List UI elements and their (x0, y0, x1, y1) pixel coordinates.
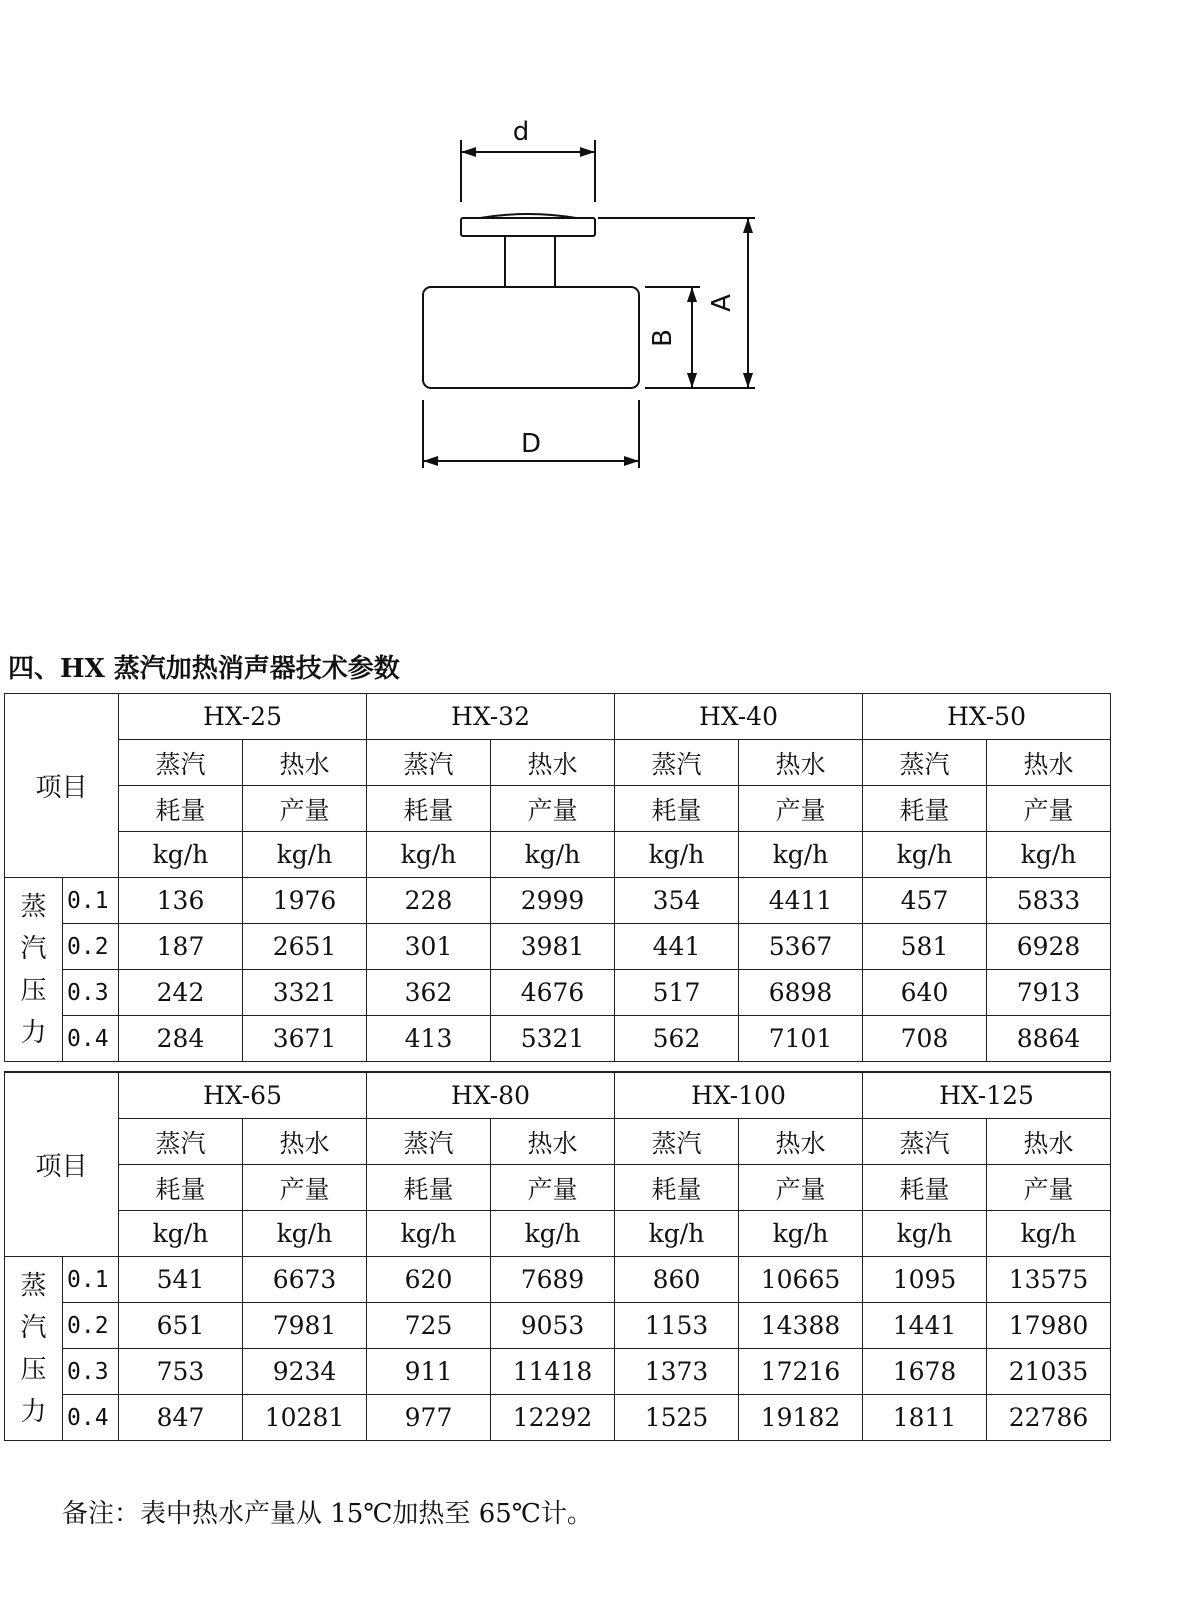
pressure-label (5, 878, 63, 1062)
unit: kg/h (739, 1211, 863, 1257)
cell: 17216 (739, 1349, 863, 1395)
cell: 1525 (615, 1395, 739, 1441)
pressure-label-char: 汽 (20, 1312, 47, 1343)
cell: 9053 (491, 1303, 615, 1349)
header-steam: 蒸汽 (367, 740, 491, 786)
cell: 3981 (491, 924, 615, 970)
pressure-label-char: 蒸 (20, 891, 47, 922)
cell: 581 (863, 924, 987, 970)
header-row-1 (5, 740, 1111, 786)
cell: 1678 (863, 1349, 987, 1395)
header-row-1 (5, 1119, 1111, 1165)
cell: 1441 (863, 1303, 987, 1349)
pressure-label-char: 力 (20, 1396, 47, 1427)
header-steam: 蒸汽 (863, 740, 987, 786)
cell: 753 (119, 1349, 243, 1395)
unit: kg/h (367, 1211, 491, 1257)
table-row (5, 1395, 1111, 1441)
flange (461, 218, 595, 236)
header-row-2 (5, 1165, 1111, 1211)
header-consumption: 耗量 (863, 786, 987, 832)
section-title: 四、HX 蒸汽加热消声器技术参数 (8, 654, 400, 684)
cell: 5367 (739, 924, 863, 970)
cell: 413 (367, 1016, 491, 1062)
cell: 242 (119, 970, 243, 1016)
pressure-label-char: 压 (20, 975, 47, 1006)
cell: 911 (367, 1349, 491, 1395)
cell: 14388 (739, 1303, 863, 1349)
model-header: HX-40 (615, 694, 863, 740)
pressure-value: 0.1 (63, 1257, 119, 1303)
pressure-value: 0.1 (63, 878, 119, 924)
model-header: HX-100 (615, 1072, 863, 1119)
cell: 1373 (615, 1349, 739, 1395)
silencer-dimension-drawing (0, 0, 1192, 600)
cell: 19182 (739, 1395, 863, 1441)
unit: kg/h (491, 832, 615, 878)
header-water: 热水 (243, 740, 367, 786)
header-water: 热水 (987, 1119, 1111, 1165)
unit: kg/h (615, 1211, 739, 1257)
cell: 187 (119, 924, 243, 970)
cell: 5321 (491, 1016, 615, 1062)
header-consumption: 耗量 (119, 786, 243, 832)
unit: kg/h (367, 832, 491, 878)
cell: 1095 (863, 1257, 987, 1303)
cell: 2999 (491, 878, 615, 924)
cell: 708 (863, 1016, 987, 1062)
header-output: 产量 (491, 786, 615, 832)
unit: kg/h (615, 832, 739, 878)
cell: 1976 (243, 878, 367, 924)
cell: 17980 (987, 1303, 1111, 1349)
cell: 7101 (739, 1016, 863, 1062)
table-row (5, 970, 1111, 1016)
unit-row (5, 832, 1111, 878)
cell: 517 (615, 970, 739, 1016)
cell: 1153 (615, 1303, 739, 1349)
pressure-label (5, 1257, 63, 1441)
header-row-2 (5, 786, 1111, 832)
cell: 6673 (243, 1257, 367, 1303)
pressure-label-char: 力 (20, 1017, 47, 1048)
header-steam: 蒸汽 (615, 1119, 739, 1165)
header-output: 产量 (491, 1165, 615, 1211)
cell: 620 (367, 1257, 491, 1303)
unit: kg/h (119, 832, 243, 878)
cell: 6928 (987, 924, 1111, 970)
header-consumption: 耗量 (367, 786, 491, 832)
cell: 21035 (987, 1349, 1111, 1395)
model-header: HX-65 (119, 1072, 367, 1119)
unit: kg/h (739, 832, 863, 878)
unit: kg/h (987, 832, 1111, 878)
model-header: HX-50 (863, 694, 1111, 740)
pressure-value: 0.4 (63, 1016, 119, 1062)
cell: 3321 (243, 970, 367, 1016)
table-row (5, 1303, 1111, 1349)
pressure-value: 0.3 (63, 970, 119, 1016)
cell: 4411 (739, 878, 863, 924)
model-header: HX-80 (367, 1072, 615, 1119)
cell: 7913 (987, 970, 1111, 1016)
cell: 10281 (243, 1395, 367, 1441)
cell: 354 (615, 878, 739, 924)
pressure-value: 0.2 (63, 924, 119, 970)
label-D: D (520, 429, 542, 459)
cell: 457 (863, 878, 987, 924)
unit-row (5, 1211, 1111, 1257)
header-steam: 蒸汽 (863, 1119, 987, 1165)
model-row (5, 694, 1111, 740)
cell: 541 (119, 1257, 243, 1303)
cell: 11418 (491, 1349, 615, 1395)
cell: 301 (367, 924, 491, 970)
header-water: 热水 (491, 1119, 615, 1165)
unit: kg/h (987, 1211, 1111, 1257)
cell: 640 (863, 970, 987, 1016)
cell: 136 (119, 878, 243, 924)
header-steam: 蒸汽 (615, 740, 739, 786)
header-water: 热水 (243, 1119, 367, 1165)
cell: 9234 (243, 1349, 367, 1395)
cell: 725 (367, 1303, 491, 1349)
header-output: 产量 (739, 786, 863, 832)
model-header: HX-25 (119, 694, 367, 740)
table-row (5, 1016, 1111, 1062)
header-output: 产量 (243, 1165, 367, 1211)
header-consumption: 耗量 (367, 1165, 491, 1211)
cell: 12292 (491, 1395, 615, 1441)
table-row (5, 1349, 1111, 1395)
item-header: 项目 (5, 694, 119, 878)
cell: 847 (119, 1395, 243, 1441)
header-output: 产量 (987, 1165, 1111, 1211)
unit: kg/h (491, 1211, 615, 1257)
spec-table-1 (4, 693, 1111, 1062)
header-steam: 蒸汽 (119, 1119, 243, 1165)
cell: 3671 (243, 1016, 367, 1062)
unit: kg/h (243, 1211, 367, 1257)
item-header: 项目 (5, 1072, 119, 1257)
cell: 4676 (491, 970, 615, 1016)
cell: 7981 (243, 1303, 367, 1349)
table-row (5, 1257, 1111, 1303)
header-output: 产量 (739, 1165, 863, 1211)
header-water: 热水 (739, 740, 863, 786)
unit: kg/h (863, 1211, 987, 1257)
model-header: HX-125 (863, 1072, 1111, 1119)
cell: 22786 (987, 1395, 1111, 1441)
cell: 1811 (863, 1395, 987, 1441)
header-steam: 蒸汽 (119, 740, 243, 786)
unit: kg/h (119, 1211, 243, 1257)
spec-table-2 (4, 1071, 1111, 1441)
unit: kg/h (243, 832, 367, 878)
label-d: d (512, 117, 530, 147)
cell: 13575 (987, 1257, 1111, 1303)
pressure-value: 0.3 (63, 1349, 119, 1395)
pressure-label-char: 蒸 (20, 1270, 47, 1301)
model-row (5, 1072, 1111, 1119)
cell: 2651 (243, 924, 367, 970)
header-water: 热水 (739, 1119, 863, 1165)
header-output: 产量 (987, 786, 1111, 832)
header-consumption: 耗量 (615, 786, 739, 832)
header-consumption: 耗量 (863, 1165, 987, 1211)
header-output: 产量 (243, 786, 367, 832)
cell: 562 (615, 1016, 739, 1062)
cell: 977 (367, 1395, 491, 1441)
pressure-value: 0.4 (63, 1395, 119, 1441)
cell: 362 (367, 970, 491, 1016)
cell: 860 (615, 1257, 739, 1303)
cell: 228 (367, 878, 491, 924)
header-water: 热水 (491, 740, 615, 786)
unit: kg/h (863, 832, 987, 878)
cell: 6898 (739, 970, 863, 1016)
pressure-label-char: 压 (20, 1354, 47, 1385)
model-header: HX-32 (367, 694, 615, 740)
pressure-value: 0.2 (63, 1303, 119, 1349)
cell: 5833 (987, 878, 1111, 924)
label-B: B (648, 329, 678, 347)
cell: 10665 (739, 1257, 863, 1303)
cell: 651 (119, 1303, 243, 1349)
header-steam: 蒸汽 (367, 1119, 491, 1165)
table-row (5, 924, 1111, 970)
cell: 441 (615, 924, 739, 970)
pressure-label-char: 汽 (20, 933, 47, 964)
header-water: 热水 (987, 740, 1111, 786)
label-A: A (707, 294, 737, 312)
header-consumption: 耗量 (615, 1165, 739, 1211)
table-row (5, 878, 1111, 924)
cell: 7689 (491, 1257, 615, 1303)
silencer-body (423, 287, 639, 388)
cell: 284 (119, 1016, 243, 1062)
header-consumption: 耗量 (119, 1165, 243, 1211)
footnote: 备注：表中热水产量从 15℃加热至 65℃计。 (62, 1499, 593, 1529)
cell: 8864 (987, 1016, 1111, 1062)
